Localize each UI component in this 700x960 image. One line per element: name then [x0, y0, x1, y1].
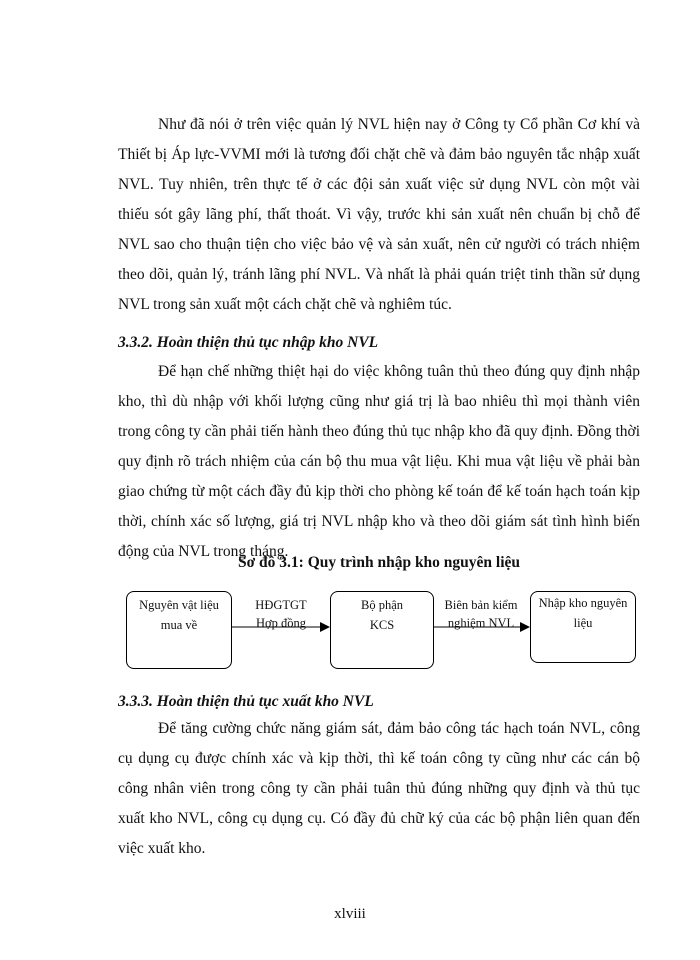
section-3-3-2-paragraph-text: Để hạn chế những thiệt hại do việc không tuân thủ theo đúng quy định nhập kho, thì dù nhập với khối lượng cũng như giá trị là bao nhiêu thì mọi thành viên trong công ty cần phải tiến hành theo đúng thủ tục nhập kho đã quy định. Đồng thời quy định rõ trách nhiệm của cán bộ thu mua vật liệu. Khi mua vật liệu về phải bàn giao chứng từ một cách đầy đủ kịp thời cho phòng kế toán để kế toán hạch toán kịp thời, chính xác số lượng, giá trị NVL nhập kho và theo dõi giám sát tình hình biến động của NVL trong tháng. [118, 363, 640, 560]
flow-arrow-label-line: Biên bản kiểm [444, 598, 518, 612]
flow-arrow-label-line: nghiệm NVL [447, 616, 515, 630]
section-3-3-3-paragraph-text: Để tăng cường chức năng giám sát, đảm bảo công tác hạch toán NVL, công cụ dụng cụ được chính xác và kịp thời, thì kế toán công ty cũng như các cán bộ công nhân viên trong công ty cần phải tuân thủ đúng những quy định và thủ tục xuất kho NVL, công cụ dụng cụ. Có đầy đủ chữ ký của các bộ phận liên quan đến việc xuất kho. [118, 720, 640, 857]
section-heading-3-3-2: 3.3.2. Hoàn thiện thủ tục nhập kho NVL [118, 334, 379, 351]
flow-arrowhead-1 [320, 622, 330, 632]
diagram-caption: Sơ đồ 3.1: Quy trình nhập kho nguyên liệu [237, 554, 521, 571]
flow-box-line: Bộ phận [360, 598, 403, 612]
flow-box-line: liệu [573, 616, 593, 630]
flow-arrow-label-line: Hợp đồng [255, 616, 306, 630]
page-number: xlviii [334, 906, 366, 922]
flow-box-line: mua về [160, 618, 198, 632]
flow-arrowhead-2 [520, 622, 530, 632]
section-heading-3-3-3: 3.3.3. Hoàn thiện thủ tục xuất kho NVL [118, 693, 374, 710]
flow-box-line: Nguyên vật liệu [139, 598, 219, 612]
intro-paragraph-text: Như đã nói ở trên việc quản lý NVL hiện nay ở Công ty Cổ phần Cơ khí và Thiết bị Áp lực-VVMI mới là tương đối chặt chẽ và đảm bảo nguyên tắc nhập xuất NVL. Tuy nhiên, trên thực tế ở các đội sản xuất việc sử dụng NVL còn một vài thiếu sót gây lãng phí, thất thoát. Vì vậy, trước khi sản xuất nên chuẩn bị chỗ để NVL sao cho thuận tiện cho việc bảo vệ và sản xuất, nên cử người có trách nhiệm theo dõi, quản lý, tránh lãng phí NVL. Và nhất là phải quán triệt tinh thần sử dụng NVL trong sản xuất một cách chặt chẽ và nghiêm túc. [118, 116, 640, 313]
flow-box-line: KCS [369, 618, 395, 632]
flow-arrow-label-line: HĐGTGT [255, 598, 307, 612]
flow-box-line: Nhập kho nguyên [538, 596, 628, 610]
section-3-3-3-paragraph [118, 714, 640, 864]
